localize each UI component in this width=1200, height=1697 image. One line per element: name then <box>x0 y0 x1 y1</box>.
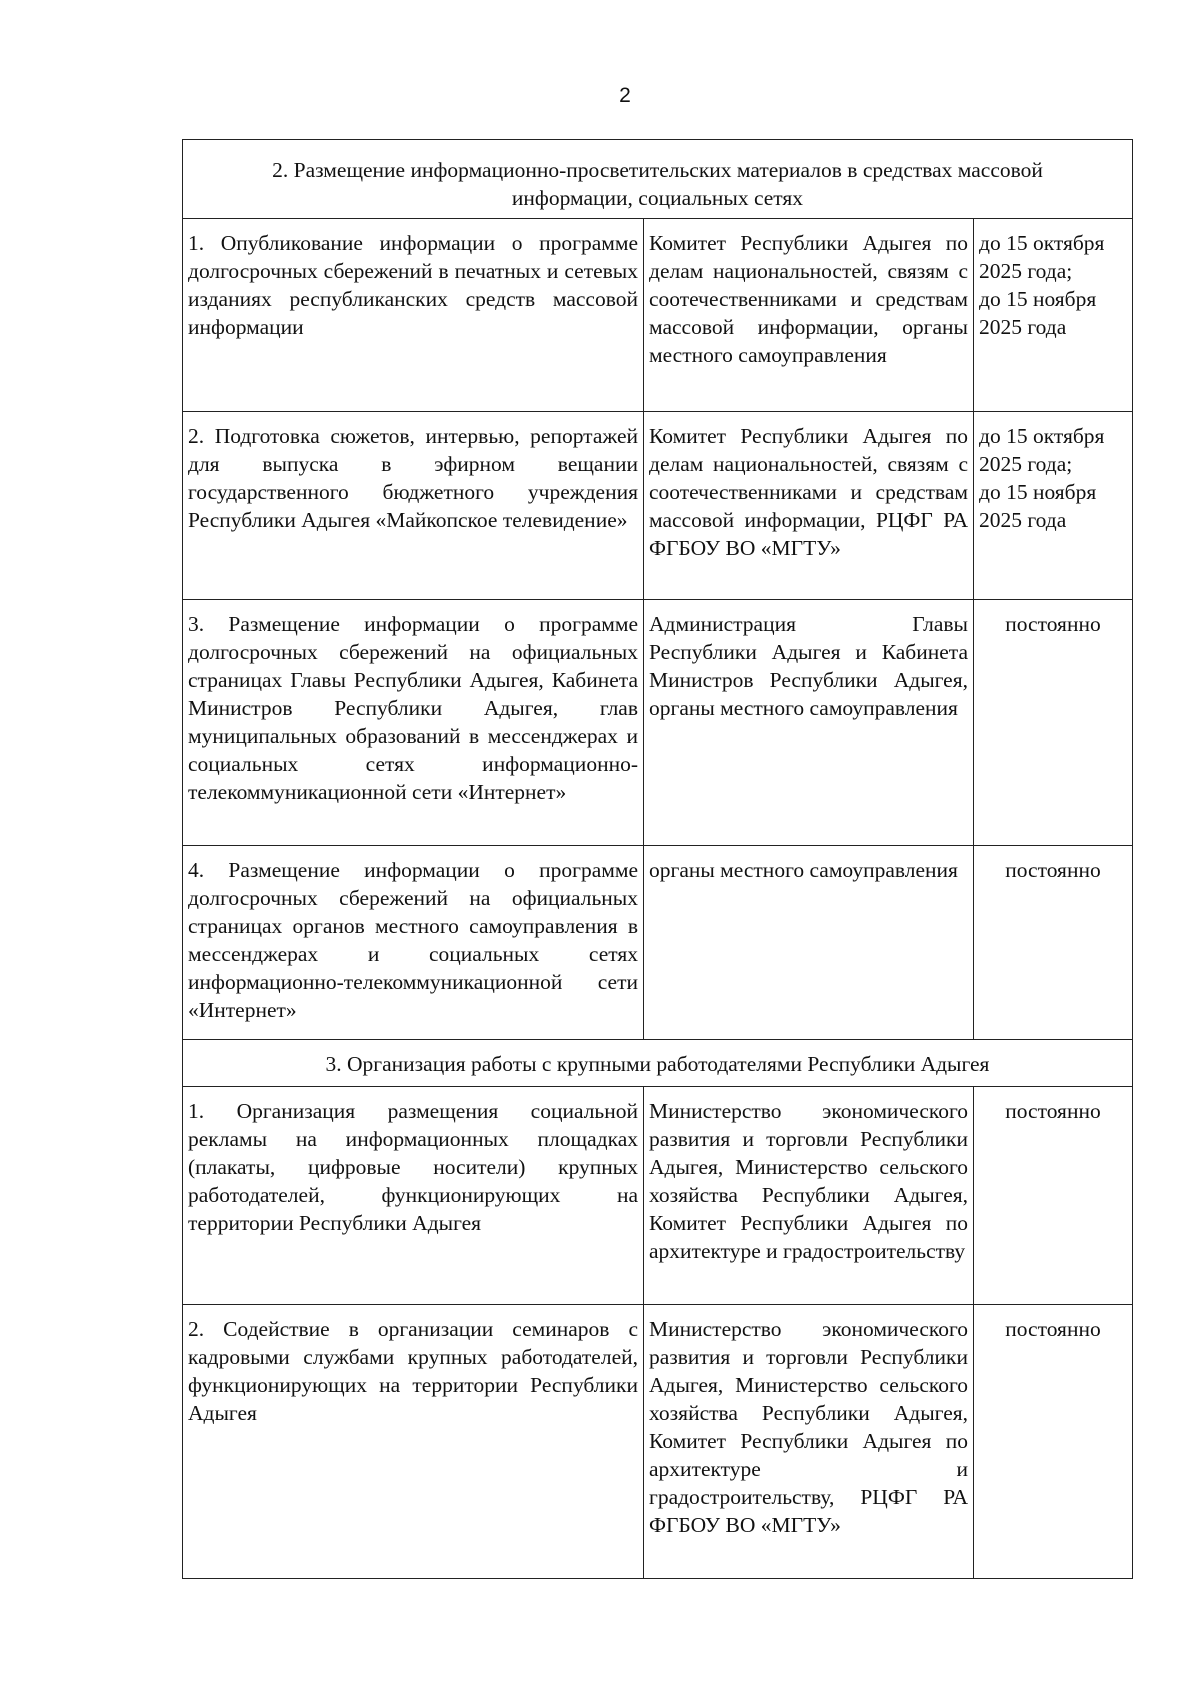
table-row <box>183 1087 1133 1305</box>
responsible-cell: Комитет Республики Адыгея по делам национальностей, связям с соотечественниками и средствам массовой информации, органы местного самоуправления <box>644 219 974 412</box>
responsible-cell: Администрация Главы Республики Адыгея и Кабинета Министров Республики Адыгея, органы местного самоуправления <box>644 600 974 846</box>
deadline-cell: постоянно <box>974 600 1133 846</box>
deadline-cell <box>974 412 1133 600</box>
table-row <box>183 219 1133 412</box>
action-cell: 2. Подготовка сюжетов, интервью, репортажей для выпуска в эфирном вещании государственного бюджетного учреждения Республики Адыгея «Майкопское телевидение» <box>183 412 644 600</box>
deadline-cell: постоянно <box>974 1087 1133 1305</box>
deadline-line: до 15 ноября 2025 года <box>979 480 1097 532</box>
page-number: 2 <box>619 84 631 107</box>
responsible-cell: органы местного самоуправления <box>644 846 974 1040</box>
table-row <box>183 1305 1133 1579</box>
section-title: 2. Размещение информационно-просветительских материалов в средствах массовой информации, социальных сетях <box>183 140 1133 219</box>
deadline-cell <box>974 219 1133 412</box>
table-row <box>183 600 1133 846</box>
table-row <box>183 412 1133 600</box>
action-cell: 4. Размещение информации о программе долгосрочных сбережений на официальных страницах органов местного самоуправления в мессенджерах и социальных сетях информационно-телекоммуникационной сети «Интернет» <box>183 846 644 1040</box>
action-plan-table <box>182 139 1133 1579</box>
deadline-line: до 15 октября 2025 года; <box>979 231 1105 283</box>
action-cell: 2. Содействие в организации семинаров с кадровыми службами крупных работодателей, функционирующих на территории Республики Адыгея <box>183 1305 644 1579</box>
responsible-cell: Министерство экономического развития и торговли Республики Адыгея, Министерство сельского хозяйства Республики Адыгея, Комитет Республики Адыгея по архитектуре и градостроительству, РЦФГ РА ФГБОУ ВО «МГТУ» <box>644 1305 974 1579</box>
responsible-cell: Комитет Республики Адыгея по делам национальностей, связям с соотечественниками и средствам массовой информации, РЦФГ РА ФГБОУ ВО «МГТУ» <box>644 412 974 600</box>
deadline-cell: постоянно <box>974 846 1133 1040</box>
section-title: 3. Организация работы с крупными работодателями Республики Адыгея <box>183 1040 1133 1087</box>
responsible-cell: Министерство экономического развития и торговли Республики Адыгея, Министерство сельского хозяйства Республики Адыгея, Комитет Республики Адыгея по архитектуре и градостроительству <box>644 1087 974 1305</box>
table-row <box>183 846 1133 1040</box>
deadline-cell: постоянно <box>974 1305 1133 1579</box>
action-cell: 1. Организация размещения социальной рекламы на информационных площадках (плакаты, цифровые носители) крупных работодателей, функционирующих на территории Республики Адыгея <box>183 1087 644 1305</box>
section-header-row <box>183 140 1133 219</box>
action-cell: 3. Размещение информации о программе долгосрочных сбережений на официальных страницах Главы Республики Адыгея, Кабинета Министров Республики Адыгея, глав муниципальных образований в мессенджерах и социальных сетях информационно-телекоммуникационной сети «Интернет» <box>183 600 644 846</box>
deadline-line: до 15 ноября 2025 года <box>979 287 1097 339</box>
section-header-row <box>183 1040 1133 1087</box>
action-cell: 1. Опубликование информации о программе долгосрочных сбережений в печатных и сетевых изданиях республиканских средств массовой информации <box>183 219 644 412</box>
deadline-line: до 15 октября 2025 года; <box>979 424 1105 476</box>
